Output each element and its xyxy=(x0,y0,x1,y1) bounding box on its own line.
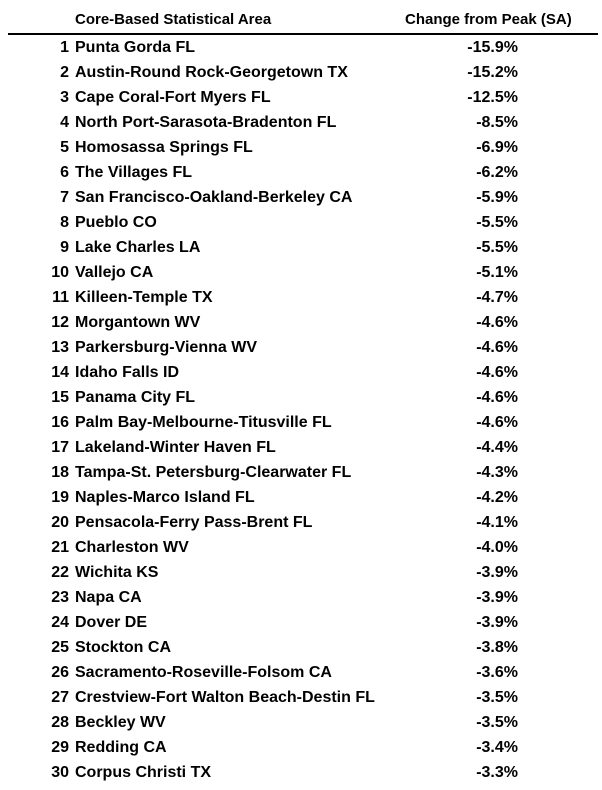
table-row xyxy=(0,337,602,362)
row-rank: 21 xyxy=(51,539,69,556)
row-rank: 24 xyxy=(51,614,69,631)
row-rank: 8 xyxy=(60,214,69,231)
column-header-area: Core-Based Statistical Area xyxy=(75,11,272,28)
row-change-value: -3.6% xyxy=(476,664,518,681)
row-change-value: -3.4% xyxy=(476,739,518,756)
row-rank: 26 xyxy=(51,664,69,681)
row-area-name: Homosassa Springs FL xyxy=(75,139,253,156)
row-change-value: -3.9% xyxy=(476,614,518,631)
row-rank: 27 xyxy=(51,689,69,706)
table-row xyxy=(0,137,602,162)
row-change-value: -12.5% xyxy=(467,89,518,106)
row-change-value: -15.2% xyxy=(467,64,518,81)
row-rank: 19 xyxy=(51,489,69,506)
table-row xyxy=(0,612,602,637)
row-rank: 25 xyxy=(51,639,69,656)
row-rank: 17 xyxy=(51,439,69,456)
table-row xyxy=(0,762,602,787)
table-row xyxy=(0,687,602,712)
row-area-name: Parkersburg-Vienna WV xyxy=(75,339,257,356)
row-rank: 30 xyxy=(51,764,69,781)
table-row xyxy=(0,537,602,562)
row-rank: 18 xyxy=(51,464,69,481)
row-change-value: -4.4% xyxy=(476,439,518,456)
row-area-name: Redding CA xyxy=(75,739,167,756)
table-row xyxy=(0,387,602,412)
row-rank: 11 xyxy=(52,289,69,306)
row-rank: 15 xyxy=(51,389,69,406)
row-change-value: -4.0% xyxy=(476,539,518,556)
table-row xyxy=(0,562,602,587)
table-row xyxy=(0,37,602,62)
row-change-value: -4.6% xyxy=(476,339,518,356)
row-change-value: -8.5% xyxy=(476,114,518,131)
table-row xyxy=(0,187,602,212)
row-change-value: -4.7% xyxy=(476,289,518,306)
table-row xyxy=(0,712,602,737)
row-rank: 3 xyxy=(60,89,69,106)
row-change-value: -5.9% xyxy=(476,189,518,206)
row-change-value: -15.9% xyxy=(467,39,518,56)
table-row xyxy=(0,512,602,537)
row-rank: 16 xyxy=(51,414,69,431)
row-change-value: -4.6% xyxy=(476,364,518,381)
row-area-name: Vallejo CA xyxy=(75,264,154,281)
row-rank: 9 xyxy=(60,239,69,256)
table-row xyxy=(0,737,602,762)
row-change-value: -6.9% xyxy=(476,139,518,156)
table-row xyxy=(0,462,602,487)
row-area-name: Panama City FL xyxy=(75,389,196,406)
header-rule xyxy=(8,33,598,35)
row-rank: 2 xyxy=(60,64,69,81)
table-row xyxy=(0,487,602,512)
table-row xyxy=(0,212,602,237)
table-row xyxy=(0,437,602,462)
row-area-name: Sacramento-Roseville-Folsom CA xyxy=(75,664,332,681)
row-rank: 23 xyxy=(51,589,69,606)
table-row xyxy=(0,287,602,312)
row-change-value: -6.2% xyxy=(476,164,518,181)
row-rank: 29 xyxy=(51,739,69,756)
table-row xyxy=(0,262,602,287)
row-area-name: Charleston WV xyxy=(75,539,189,556)
row-rank: 6 xyxy=(60,164,69,181)
row-area-name: Cape Coral-Fort Myers FL xyxy=(75,89,271,106)
table-body xyxy=(0,37,602,787)
row-area-name: Naples-Marco Island FL xyxy=(75,489,255,506)
row-rank: 12 xyxy=(51,314,69,331)
row-change-value: -3.5% xyxy=(476,689,518,706)
row-rank: 1 xyxy=(60,39,69,56)
row-rank: 14 xyxy=(51,364,69,381)
row-area-name: Pueblo CO xyxy=(75,214,157,231)
row-change-value: -4.6% xyxy=(476,389,518,406)
row-area-name: Idaho Falls ID xyxy=(75,364,180,381)
row-area-name: Pensacola-Ferry Pass-Brent FL xyxy=(75,514,313,531)
row-area-name: Napa CA xyxy=(75,589,142,606)
row-change-value: -4.2% xyxy=(476,489,518,506)
row-area-name: Lake Charles LA xyxy=(75,239,201,256)
table-row xyxy=(0,62,602,87)
row-change-value: -3.9% xyxy=(476,589,518,606)
row-area-name: Crestview-Fort Walton Beach-Destin FL xyxy=(75,689,375,706)
row-rank: 4 xyxy=(60,114,69,131)
row-change-value: -5.5% xyxy=(476,214,518,231)
row-change-value: -5.5% xyxy=(476,239,518,256)
row-area-name: Tampa-St. Petersburg-Clearwater FL xyxy=(75,464,352,481)
table-row xyxy=(0,362,602,387)
row-area-name: Lakeland-Winter Haven FL xyxy=(75,439,276,456)
table-row xyxy=(0,112,602,137)
row-area-name: Wichita KS xyxy=(75,564,159,581)
table-row xyxy=(0,87,602,112)
row-rank: 22 xyxy=(51,564,69,581)
column-header-change: Change from Peak (SA) xyxy=(405,11,572,28)
row-area-name: The Villages FL xyxy=(75,164,193,181)
table-row xyxy=(0,162,602,187)
table-row xyxy=(0,587,602,612)
table-header xyxy=(0,0,602,32)
table-row xyxy=(0,237,602,262)
row-change-value: -4.6% xyxy=(476,314,518,331)
row-area-name: Palm Bay-Melbourne-Titusville FL xyxy=(75,414,332,431)
row-change-value: -3.8% xyxy=(476,639,518,656)
row-change-value: -3.5% xyxy=(476,714,518,731)
row-rank: 13 xyxy=(51,339,69,356)
row-area-name: Corpus Christi TX xyxy=(75,764,212,781)
row-area-name: Dover DE xyxy=(75,614,148,631)
row-rank: 28 xyxy=(51,714,69,731)
row-area-name: Killeen-Temple TX xyxy=(75,289,213,306)
row-rank: 7 xyxy=(60,189,69,206)
row-area-name: North Port-Sarasota-Bradenton FL xyxy=(75,114,337,131)
row-area-name: Beckley WV xyxy=(75,714,166,731)
row-change-value: -5.1% xyxy=(476,264,518,281)
row-rank: 20 xyxy=(51,514,69,531)
table-row xyxy=(0,412,602,437)
row-change-value: -4.3% xyxy=(476,464,518,481)
row-change-value: -4.6% xyxy=(476,414,518,431)
table-row xyxy=(0,637,602,662)
row-rank: 10 xyxy=(51,264,69,281)
row-area-name: Morgantown WV xyxy=(75,314,201,331)
row-area-name: Punta Gorda FL xyxy=(75,39,195,56)
table-row xyxy=(0,662,602,687)
row-rank: 5 xyxy=(60,139,69,156)
table-row xyxy=(0,312,602,337)
row-change-value: -3.3% xyxy=(476,764,518,781)
row-area-name: San Francisco-Oakland-Berkeley CA xyxy=(75,189,353,206)
row-area-name: Stockton CA xyxy=(75,639,171,656)
row-change-value: -3.9% xyxy=(476,564,518,581)
row-change-value: -4.1% xyxy=(476,514,518,531)
row-area-name: Austin-Round Rock-Georgetown TX xyxy=(75,64,348,81)
